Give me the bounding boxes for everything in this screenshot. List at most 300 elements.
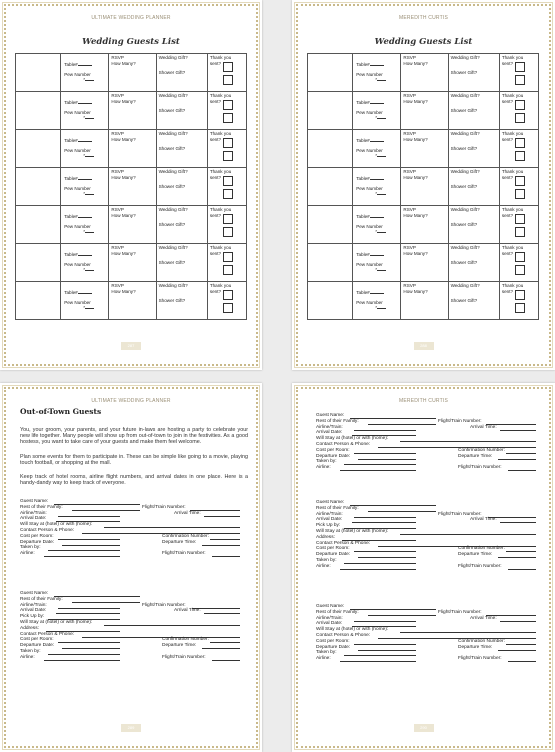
shower-gift-label: Shower Gift? bbox=[450, 297, 478, 303]
table-row bbox=[16, 92, 247, 130]
taken-by-label: Taken by: bbox=[316, 557, 337, 563]
will-stay-label: Will Stay at (hotel) or with (home): bbox=[316, 436, 389, 442]
page-title: Wedding Guests List bbox=[374, 37, 473, 47]
wedding-gift-label: Wedding Gift? bbox=[450, 169, 480, 174]
wedding-gift-label: Wedding Gift? bbox=[158, 131, 188, 136]
pew-number-label: Pew Number bbox=[64, 299, 91, 305]
cost-label: Cost per Room: bbox=[316, 447, 350, 453]
page-number: 290 bbox=[414, 724, 434, 732]
pew-number-label: Pew Number bbox=[64, 185, 91, 191]
thank-you-label: Thank you bbox=[501, 93, 524, 98]
departure-date-label: Departure Date: bbox=[20, 539, 55, 545]
guest-name-label: Guest Name: bbox=[316, 500, 345, 505]
wedding-thank-you-checkbox[interactable] bbox=[223, 100, 233, 110]
airline-colon-field[interactable] bbox=[44, 551, 120, 557]
table-number-line bbox=[78, 293, 92, 294]
page-out-of-town-forms bbox=[292, 383, 555, 752]
rsvp-cell bbox=[109, 168, 156, 206]
seating-cell bbox=[353, 282, 401, 320]
airline-colon-label: Airline: bbox=[20, 551, 35, 557]
arrival-date-label: Arrival Date: bbox=[20, 608, 47, 614]
wedding-thank-you-checkbox[interactable] bbox=[223, 176, 233, 186]
how-many-label: How Many? bbox=[403, 212, 428, 218]
pew-number-label: Pew Number bbox=[356, 185, 383, 191]
thank-you-label: Thank you bbox=[501, 283, 524, 288]
how-many-label: How Many? bbox=[111, 60, 136, 66]
wedding-thank-you-checkbox[interactable] bbox=[515, 252, 525, 262]
wedding-thank-you-checkbox[interactable] bbox=[515, 290, 525, 300]
rsvp-label: RSVP bbox=[111, 169, 124, 174]
number-cell bbox=[16, 206, 61, 244]
table-row bbox=[308, 130, 539, 168]
table-number-line bbox=[78, 103, 92, 104]
guest-list-table bbox=[307, 53, 539, 320]
shower-thank-you-checkbox[interactable] bbox=[223, 303, 233, 313]
form-row-airline-colon bbox=[20, 655, 240, 661]
departure-time-label: Departure Time: bbox=[458, 453, 493, 459]
how-many-label: How Many? bbox=[403, 174, 428, 180]
airline-colon-field[interactable] bbox=[340, 465, 416, 471]
wedding-thank-you-checkbox[interactable] bbox=[515, 100, 525, 110]
pew-number-label: Pew Number bbox=[356, 71, 383, 77]
cost-label: Cost per Room: bbox=[20, 637, 54, 643]
sent-label: sent? bbox=[501, 250, 514, 256]
how-many-label: How Many? bbox=[111, 288, 136, 294]
shower-thank-you-checkbox[interactable] bbox=[223, 189, 233, 199]
table-row bbox=[16, 54, 247, 92]
seating-cell bbox=[353, 54, 401, 92]
rsvp-label: RSVP bbox=[403, 55, 416, 60]
table-number-line bbox=[370, 179, 384, 180]
how-many-label: How Many? bbox=[403, 98, 428, 104]
form-row-airline-colon bbox=[20, 551, 240, 557]
sent-label: sent? bbox=[209, 60, 222, 66]
how-many-label: How Many? bbox=[111, 136, 136, 142]
arrival-time-label: Arrival Time: bbox=[470, 517, 497, 523]
page-number: 288 bbox=[414, 342, 434, 350]
contact-label: Contact Person & Phone: bbox=[20, 631, 75, 637]
thank-you-cell bbox=[207, 206, 246, 244]
table-row bbox=[16, 130, 247, 168]
guest-name-label: Guest Name: bbox=[20, 499, 49, 504]
shower-thank-you-checkbox[interactable] bbox=[223, 265, 233, 275]
sent-label: sent? bbox=[501, 60, 514, 66]
number-cell bbox=[16, 54, 61, 92]
rest-family-label: Rest of their Family: bbox=[316, 609, 359, 615]
guest-form bbox=[316, 604, 536, 662]
thank-you-label: Thank you bbox=[209, 131, 232, 136]
rsvp-cell bbox=[401, 244, 448, 282]
page-guest-list-left bbox=[0, 0, 262, 370]
table-number-line bbox=[370, 255, 384, 256]
shower-gift-label: Shower Gift? bbox=[450, 145, 478, 151]
flight-field[interactable] bbox=[212, 655, 240, 661]
sent-label: sent? bbox=[501, 174, 514, 180]
table-number-line bbox=[78, 217, 92, 218]
seating-cell bbox=[353, 92, 401, 130]
pew-number-line bbox=[85, 118, 94, 119]
rest-family-label: Rest of their Family: bbox=[20, 504, 63, 510]
pew-number-line bbox=[377, 156, 386, 157]
shower-thank-you-checkbox[interactable] bbox=[223, 227, 233, 237]
section-title: Out-of-Town Guests bbox=[20, 407, 102, 416]
airline-colon-field[interactable] bbox=[44, 655, 120, 661]
table-number-line bbox=[78, 65, 92, 66]
pew-marker: * bbox=[375, 267, 377, 273]
table-number-label: Table# bbox=[356, 100, 370, 105]
flight-label: Flight/Train Number: bbox=[438, 418, 482, 424]
pew-number-label: Pew Number bbox=[356, 299, 383, 305]
wedding-gift-label: Wedding Gift? bbox=[158, 207, 188, 212]
taken-by-label: Taken by: bbox=[316, 650, 337, 656]
shower-gift-label: Shower Gift? bbox=[158, 69, 186, 75]
shower-gift-label: Shower Gift? bbox=[158, 183, 186, 189]
flight-label: Flight/Train Number: bbox=[458, 656, 502, 662]
departure-time-label: Departure Time: bbox=[458, 644, 493, 650]
airline-colon-field[interactable] bbox=[340, 656, 416, 662]
wedding-thank-you-checkbox[interactable] bbox=[223, 62, 233, 72]
flight-label: Flight/Train Number: bbox=[458, 465, 502, 471]
will-stay-label: Will Stay at (hotel) or with (home): bbox=[316, 627, 389, 633]
table-row bbox=[16, 168, 247, 206]
departure-time-label: Departure Time: bbox=[458, 552, 493, 558]
gifts-cell bbox=[448, 54, 499, 92]
pew-marker: * bbox=[375, 153, 377, 159]
thank-you-label: Thank you bbox=[501, 55, 524, 60]
shower-thank-you-checkbox[interactable] bbox=[515, 227, 525, 237]
confirmation-label: Confirmation Number: bbox=[162, 637, 209, 643]
form-row-airline-colon bbox=[316, 465, 536, 471]
rsvp-label: RSVP bbox=[111, 55, 124, 60]
gifts-cell bbox=[448, 244, 499, 282]
pew-number-line bbox=[85, 194, 94, 195]
thank-you-label: Thank you bbox=[209, 169, 232, 174]
thank-you-label: Thank you bbox=[209, 245, 232, 250]
table-number-label: Table# bbox=[64, 62, 78, 67]
table-row bbox=[308, 244, 539, 282]
guest-name-label: Guest Name: bbox=[20, 591, 49, 596]
rsvp-cell bbox=[401, 282, 448, 320]
wedding-thank-you-checkbox[interactable] bbox=[223, 214, 233, 224]
number-cell bbox=[16, 130, 61, 168]
wedding-gift-label: Wedding Gift? bbox=[158, 55, 188, 60]
rsvp-label: RSVP bbox=[111, 245, 124, 250]
guest-name-label: Guest Name: bbox=[316, 413, 345, 418]
table-row bbox=[308, 92, 539, 130]
guest-form bbox=[20, 499, 240, 557]
table-row bbox=[16, 206, 247, 244]
running-header: MEREDITH CURTIS bbox=[398, 15, 449, 21]
shower-thank-you-checkbox[interactable] bbox=[515, 189, 525, 199]
how-many-label: How Many? bbox=[111, 250, 136, 256]
how-many-label: How Many? bbox=[403, 288, 428, 294]
number-cell bbox=[16, 168, 61, 206]
departure-time-label: Departure Time: bbox=[162, 539, 197, 545]
flight-label: Flight/Train Number: bbox=[142, 602, 186, 608]
number-cell bbox=[16, 92, 61, 130]
running-header: MEREDITH CURTIS bbox=[398, 398, 449, 404]
shower-gift-label: Shower Gift? bbox=[158, 297, 186, 303]
departure-date-label: Departure Date: bbox=[20, 643, 55, 649]
pew-number-line bbox=[85, 232, 94, 233]
pew-number-label: Pew Number bbox=[64, 223, 91, 229]
form-row-airline-colon bbox=[316, 564, 536, 570]
wedding-thank-you-checkbox[interactable] bbox=[223, 290, 233, 300]
gifts-cell bbox=[448, 206, 499, 244]
number-cell bbox=[308, 54, 353, 92]
pew-marker: * bbox=[375, 115, 377, 121]
airline-label: Airline/Train: bbox=[316, 424, 343, 430]
pew-number-line bbox=[377, 118, 386, 119]
table-row bbox=[308, 282, 539, 320]
thank-you-cell bbox=[207, 54, 246, 92]
page-number: 289 bbox=[121, 724, 141, 732]
guest-form bbox=[316, 413, 536, 471]
wedding-gift-label: Wedding Gift? bbox=[450, 93, 480, 98]
wedding-thank-you-checkbox[interactable] bbox=[515, 138, 525, 148]
table-number-label: Table# bbox=[356, 290, 370, 295]
thank-you-cell bbox=[499, 244, 538, 282]
wedding-thank-you-checkbox[interactable] bbox=[515, 214, 525, 224]
pew-marker: * bbox=[83, 305, 85, 311]
table-number-line bbox=[370, 141, 384, 142]
table-number-label: Table# bbox=[64, 252, 78, 257]
table-number-line bbox=[370, 103, 384, 104]
arrival-time-label: Arrival Time: bbox=[470, 424, 497, 430]
shower-gift-label: Shower Gift? bbox=[158, 221, 186, 227]
flight-field[interactable] bbox=[212, 551, 240, 557]
number-cell bbox=[308, 244, 353, 282]
seating-cell bbox=[353, 206, 401, 244]
wedding-thank-you-checkbox[interactable] bbox=[223, 138, 233, 148]
shower-gift-label: Shower Gift? bbox=[450, 183, 478, 189]
flight-label: Flight/Train Number: bbox=[142, 504, 186, 510]
wedding-gift-label: Wedding Gift? bbox=[450, 245, 480, 250]
cost-label: Cost per Room: bbox=[316, 546, 350, 552]
wedding-gift-label: Wedding Gift? bbox=[450, 131, 480, 136]
table-number-line bbox=[78, 179, 92, 180]
pick-up-label: Pick Up by: bbox=[316, 523, 341, 529]
confirmation-label: Confirmation Number: bbox=[162, 533, 209, 539]
rsvp-cell bbox=[401, 92, 448, 130]
pew-marker: * bbox=[83, 153, 85, 159]
how-many-label: How Many? bbox=[403, 60, 428, 66]
pew-marker: * bbox=[83, 191, 85, 197]
taken-by-label: Taken by: bbox=[316, 459, 337, 465]
rest-family-label: Rest of their Family: bbox=[20, 596, 63, 602]
pew-number-label: Pew Number bbox=[356, 261, 383, 267]
thank-you-cell bbox=[499, 92, 538, 130]
number-cell bbox=[308, 92, 353, 130]
table-number-label: Table# bbox=[64, 176, 78, 181]
pew-marker: * bbox=[375, 305, 377, 311]
gifts-cell bbox=[448, 92, 499, 130]
guest-list-table bbox=[15, 53, 247, 320]
cost-label: Cost per Room: bbox=[316, 638, 350, 644]
how-many-label: How Many? bbox=[403, 136, 428, 142]
pew-number-line bbox=[377, 80, 386, 81]
pew-marker: * bbox=[375, 77, 377, 83]
rsvp-cell bbox=[109, 244, 156, 282]
shower-thank-you-checkbox[interactable] bbox=[515, 75, 525, 85]
flight-label: Flight/Train Number: bbox=[438, 609, 482, 615]
table-number-line bbox=[370, 217, 384, 218]
thank-you-cell bbox=[499, 206, 538, 244]
table-number-label: Table# bbox=[356, 138, 370, 143]
table-number-label: Table# bbox=[64, 214, 78, 219]
pew-marker: * bbox=[375, 191, 377, 197]
rsvp-cell bbox=[109, 92, 156, 130]
rsvp-cell bbox=[401, 54, 448, 92]
how-many-label: How Many? bbox=[111, 98, 136, 104]
shower-thank-you-checkbox[interactable] bbox=[223, 75, 233, 85]
guest-name-label: Guest Name: bbox=[316, 604, 345, 609]
seating-cell bbox=[353, 244, 401, 282]
number-cell bbox=[308, 282, 353, 320]
sent-label: sent? bbox=[209, 288, 222, 294]
pew-marker: * bbox=[375, 229, 377, 235]
shower-thank-you-checkbox[interactable] bbox=[223, 113, 233, 123]
seating-cell bbox=[61, 168, 109, 206]
wedding-gift-label: Wedding Gift? bbox=[450, 283, 480, 288]
seating-cell bbox=[61, 244, 109, 282]
airline-label: Airline/Train: bbox=[20, 602, 47, 608]
page-guest-list-right bbox=[292, 0, 555, 370]
pew-number-line bbox=[377, 194, 386, 195]
pew-marker: * bbox=[83, 229, 85, 235]
running-header: ULTIMATE WEDDING PLANNER bbox=[91, 15, 171, 21]
gifts-cell bbox=[448, 130, 499, 168]
sent-label: sent? bbox=[209, 98, 222, 104]
departure-date-label: Departure Date: bbox=[316, 552, 351, 558]
seating-cell bbox=[61, 282, 109, 320]
shower-gift-label: Shower Gift? bbox=[158, 145, 186, 151]
pew-number-label: Pew Number bbox=[64, 109, 91, 115]
contact-label: Contact Person & Phone: bbox=[316, 632, 371, 638]
number-cell bbox=[308, 168, 353, 206]
pew-number-line bbox=[85, 270, 94, 271]
flight-label: Flight/Train Number: bbox=[438, 511, 482, 517]
arrival-date-label: Arrival Date: bbox=[20, 516, 47, 522]
shower-thank-you-checkbox[interactable] bbox=[515, 151, 525, 161]
seating-cell bbox=[61, 206, 109, 244]
confirmation-label: Confirmation Number: bbox=[458, 447, 505, 453]
flight-field[interactable] bbox=[508, 656, 536, 662]
rest-family-label: Rest of their Family: bbox=[316, 505, 359, 511]
sent-label: sent? bbox=[209, 212, 222, 218]
thank-you-cell bbox=[499, 130, 538, 168]
flight-field[interactable] bbox=[508, 465, 536, 471]
cost-label: Cost per Room: bbox=[20, 533, 54, 539]
gifts-cell bbox=[448, 168, 499, 206]
shower-thank-you-checkbox[interactable] bbox=[223, 151, 233, 161]
rsvp-cell bbox=[109, 206, 156, 244]
airline-label: Airline/Train: bbox=[316, 511, 343, 517]
number-cell bbox=[16, 244, 61, 282]
pew-number-label: Pew Number bbox=[64, 147, 91, 153]
table-number-label: Table# bbox=[356, 214, 370, 219]
rsvp-label: RSVP bbox=[403, 283, 416, 288]
thank-you-cell bbox=[207, 168, 246, 206]
taken-by-label: Taken by: bbox=[20, 545, 41, 551]
airline-colon-label: Airline: bbox=[20, 654, 35, 660]
gifts-cell bbox=[156, 206, 207, 244]
confirmation-label: Confirmation Number: bbox=[458, 638, 505, 644]
thank-you-label: Thank you bbox=[501, 131, 524, 136]
thank-you-label: Thank you bbox=[501, 245, 524, 250]
arrival-date-label: Arrival Date: bbox=[316, 621, 343, 627]
number-cell bbox=[308, 206, 353, 244]
contact-label: Contact Person & Phone: bbox=[316, 441, 371, 447]
wedding-gift-label: Wedding Gift? bbox=[158, 283, 188, 288]
rsvp-label: RSVP bbox=[403, 245, 416, 250]
pew-number-line bbox=[85, 156, 94, 157]
contact-label: Contact Person & Phone: bbox=[20, 527, 75, 533]
gifts-cell bbox=[156, 54, 207, 92]
rsvp-label: RSVP bbox=[403, 131, 416, 136]
flight-label: Flight/Train Number: bbox=[162, 551, 206, 557]
seating-cell bbox=[353, 168, 401, 206]
shower-thank-you-checkbox[interactable] bbox=[515, 265, 525, 275]
thank-you-label: Thank you bbox=[209, 93, 232, 98]
table-number-line bbox=[78, 255, 92, 256]
table-number-label: Table# bbox=[64, 138, 78, 143]
number-cell bbox=[16, 282, 61, 320]
thank-you-cell bbox=[207, 92, 246, 130]
will-stay-label: Will Stay at (hotel) or with (home): bbox=[20, 522, 93, 528]
departure-date-label: Departure Date: bbox=[316, 453, 351, 459]
page-title: Wedding Guests List bbox=[82, 37, 180, 47]
shower-thank-you-checkbox[interactable] bbox=[515, 113, 525, 123]
wedding-thank-you-checkbox[interactable] bbox=[515, 176, 525, 186]
arrival-time-label: Arrival Time: bbox=[174, 510, 201, 516]
pew-marker: * bbox=[83, 115, 85, 121]
wedding-gift-label: Wedding Gift? bbox=[450, 55, 480, 60]
thank-you-label: Thank you bbox=[209, 283, 232, 288]
arrival-date-label: Arrival Date: bbox=[316, 517, 343, 523]
rsvp-cell bbox=[109, 130, 156, 168]
flight-field[interactable] bbox=[508, 564, 536, 570]
wedding-thank-you-checkbox[interactable] bbox=[223, 252, 233, 262]
table-row bbox=[16, 282, 247, 320]
shower-gift-label: Shower Gift? bbox=[450, 69, 478, 75]
rsvp-label: RSVP bbox=[111, 207, 124, 212]
table-number-line bbox=[370, 293, 384, 294]
arrival-time-label: Arrival Time: bbox=[174, 608, 201, 614]
airline-colon-field[interactable] bbox=[340, 564, 416, 570]
gifts-cell bbox=[156, 282, 207, 320]
page-number: 287 bbox=[121, 342, 141, 350]
gifts-cell bbox=[156, 92, 207, 130]
intro-paragraph: You, your groom, your parents, and your future in-laws are hosting a party to celebrate your new life together. Many people will show up from out-of-town to join in the festivities. As a good hostess, you want to take care of your guests and make them feel welcome. bbox=[20, 427, 248, 445]
wedding-thank-you-checkbox[interactable] bbox=[515, 62, 525, 72]
flight-label: Flight/Train Number: bbox=[162, 654, 206, 660]
address-label: Address: bbox=[20, 625, 39, 631]
arrival-date-label: Arrival Date: bbox=[316, 430, 343, 436]
wedding-gift-label: Wedding Gift? bbox=[450, 207, 480, 212]
departure-date-label: Departure Date: bbox=[316, 644, 351, 650]
shower-gift-label: Shower Gift? bbox=[450, 107, 478, 113]
pew-number-label: Pew Number bbox=[356, 223, 383, 229]
pew-number-label: Pew Number bbox=[64, 261, 91, 267]
sent-label: sent? bbox=[501, 136, 514, 142]
rsvp-cell bbox=[109, 282, 156, 320]
how-many-label: How Many? bbox=[111, 212, 136, 218]
shower-thank-you-checkbox[interactable] bbox=[515, 303, 525, 313]
rsvp-cell bbox=[401, 168, 448, 206]
rsvp-label: RSVP bbox=[403, 207, 416, 212]
table-number-line bbox=[78, 141, 92, 142]
